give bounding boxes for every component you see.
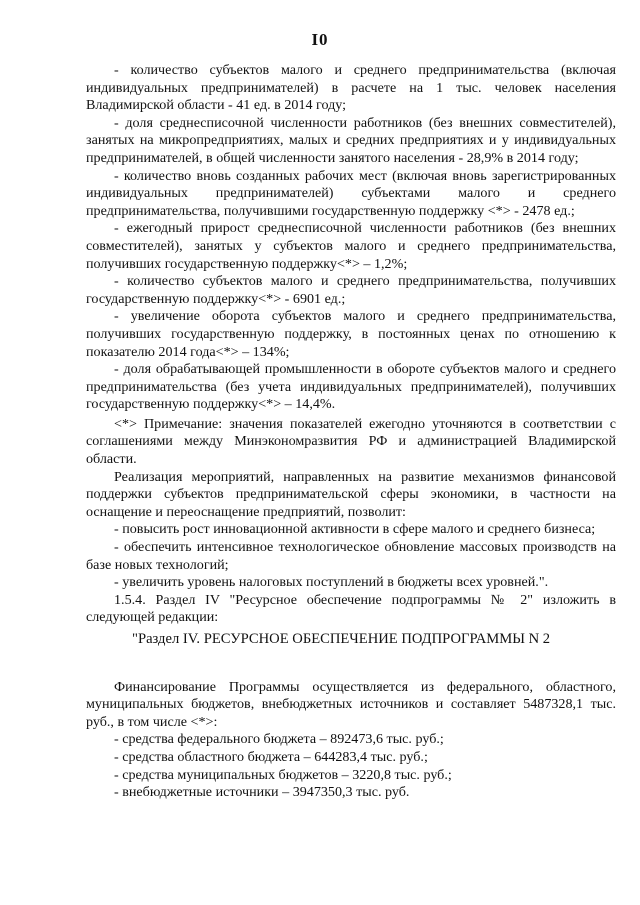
paragraph-amendment: 1.5.4. Раздел IV "Ресурсное обеспечение подпрограммы № 2" изложить в следующей редакции: xyxy=(86,591,616,626)
financing-intro: Финансирование Программы осуществляется из федерального, областного, муниципальных бюджетов, внебюджетных источников и составляет 5487328,1 тыс. руб., в том числе <*>: xyxy=(86,678,616,730)
footnote-remark: <*> Примечание: значения показателей ежегодно уточняются в соответствии с соглашениями между Минэкономразвития РФ и администрацией Владимирской области. xyxy=(86,415,616,468)
page-number: I0 xyxy=(311,30,329,49)
financing-item-regional: - средства областного бюджета – 644283,4 тыс. руб.; xyxy=(114,748,428,765)
financing-item-municipal: - средства муниципальных бюджетов – 3220,8 тыс. руб.; xyxy=(114,766,452,783)
paragraph-renewal: - обеспечить интенсивное технологическое обновление массовых производств на базе новых технологий; xyxy=(86,539,616,573)
financing-item-federal: - средства федерального бюджета – 892473,6 тыс. руб.; xyxy=(114,731,444,748)
paragraph-supported-smb-count: - количество субъектов малого и среднего предпринимательства, получивших государственную поддержку<*> - 6901 ед.; xyxy=(86,273,616,307)
paragraph-turnover-growth: - увеличение оборота субъектов малого и среднего предпринимательства, получивших государственную поддержку, в постоянных ценах по отношению к показателю 2014 года<*> – 134%; xyxy=(86,308,616,360)
paragraph-tax-revenue: - увеличить уровень налоговых поступлений в бюджеты всех уровней.". xyxy=(114,574,549,591)
section-heading: "Раздел IV. РЕСУРСНОЕ ОБЕСПЕЧЕНИЕ ПОДПРОГРАММЫ N 2 xyxy=(132,631,551,647)
financing-item-extrabudget: - внебюджетные источники – 3947350,3 тыс. руб. xyxy=(114,784,410,801)
paragraph-smb-count: - количество субъектов малого и среднего предпринимательства (включая индивидуальных предпринимателей) в расчете на 1 тыс. человек населения Владимирской области - 41 ед. в 2014 году; xyxy=(86,62,616,114)
paragraph-employment-share: - доля среднесписочной численности работников (без внешних совместителей), занятых на микропредприятиях, малых и средних предприятиях и у индивидуальных предпринимателей, в общей численности занятого населения - 28,9% в 2014 году; xyxy=(86,114,616,166)
document-body xyxy=(86,62,616,802)
paragraph-new-jobs: - количество вновь созданных рабочих мест (включая вновь зарегистрированных индивидуальных предпринимателей) субъектами малого и среднего предпринимательства, получившими государственную поддержку <*> - 2478 ед.; xyxy=(86,167,616,219)
paragraph-employment-growth: - ежегодный прирост среднесписочной численности работников (без внешних совместителей), занятых у субъектов малого и среднего предпринимательства, получивших государственную поддержку<*> – 1,2%; xyxy=(86,220,616,272)
paragraph-measures: Реализация мероприятий, направленных на развитие механизмов финансовой поддержки субъектов предпринимательской сферы экономики, в частности на оснащение и переоснащение предприятий, позволит: xyxy=(86,468,616,520)
paragraph-manufacturing-share: - доля обрабатывающей промышленности в обороте субъектов малого и среднего предпринимательства (без учета индивидуальных предпринимателей), получивших государственную поддержку<*> – 14,4%. xyxy=(86,361,616,413)
spacer xyxy=(86,649,616,679)
paragraph-innovation: - повысить рост инновационной активности в сфере малого и среднего бизнеса; xyxy=(114,521,596,538)
